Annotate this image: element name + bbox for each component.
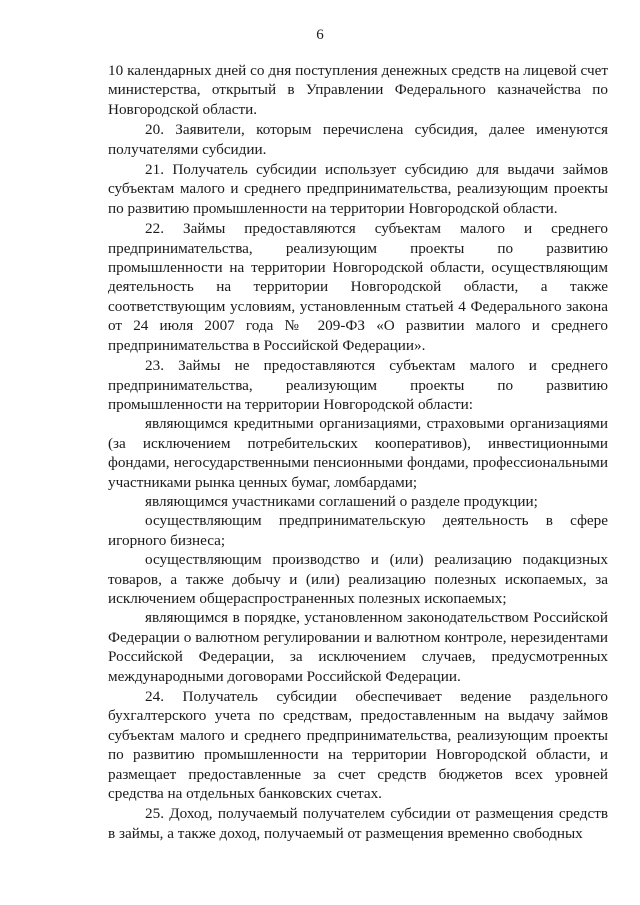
document-body <box>108 61 608 843</box>
list-item-gambling: осуществляющим предпринимательскую деятельность в сфере игорного бизнеса; <box>108 512 608 549</box>
paragraph-23: 23. Займы не предоставляются субъектам малого и среднего предпринимательства, реализующим проекты по развитию промышленности на территории Новгородской области: <box>108 357 608 413</box>
paragraph-21: 21. Получатель субсидии использует субсидию для выдачи займов субъектам малого и среднего предпринимательства, реализующим проекты по развитию промышленности на территории Новгородской области. <box>108 161 608 217</box>
paragraph-continuation: 10 календарных дней со дня поступления денежных средств на лицевой счет министерства, открытый в Управлении Федерального казначейства по Новгородской области. <box>108 62 608 118</box>
list-item-credit-organizations: являющимся кредитными организациями, страховыми организациями (за исключением потребительских кооперативов), инвестиционными фондами, негосударственными пенсионными фондами, профессиональными участниками рынка ценных бумаг, ломбардами; <box>108 415 608 491</box>
list-item-production-sharing: являющимся участниками соглашений о разделе продукции; <box>145 492 538 510</box>
paragraph-20: 20. Заявители, которым перечислена субсидия, далее именуются получателями субсидии. <box>108 121 608 158</box>
list-item-excise-goods: осуществляющим производство и (или) реализацию подакцизных товаров, а также добычу и (или) реализацию полезных ископаемых, за исключением общераспространенных полезных ископаемых; <box>108 551 608 607</box>
paragraph-24: 24. Получатель субсидии обеспечивает ведение раздельного бухгалтерского учета по средствам, предоставленным на выдачу займов субъектам малого и среднего предпринимательства, реализующим проекты по развитию промышленности на территории Новгородской области, и размещает предоставленные за счет средств бюджетов всех уровней средства на отдельных банковских счетах. <box>108 688 608 803</box>
paragraph-22: 22. Займы предоставляются субъектам малого и среднего предпринимательства, реализующим проекты по развитию промышленности на территории Новгородской области, осуществляющим деятельность на территории Новгородской области, а также соответствующим условиям, установленным статьей 4 Федерального закона от 24 июля 2007 года № 209-ФЗ «О развитии малого и среднего предпринимательства в Российской Федерации». <box>108 220 608 354</box>
page-number: 6 <box>316 27 324 43</box>
paragraph-25: 25. Доход, получаемый получателем субсидии от размещения средств в займы, а также доход, получаемый от размещения временно свободных <box>108 805 608 842</box>
list-item-non-residents: являющимся в порядке, установленном законодательством Российской Федерации о валютном регулировании и валютном контроле, нерезидентами Российской Федерации, за исключением случаев, предусмотренных международными договорами Российской Федерации. <box>108 609 608 685</box>
